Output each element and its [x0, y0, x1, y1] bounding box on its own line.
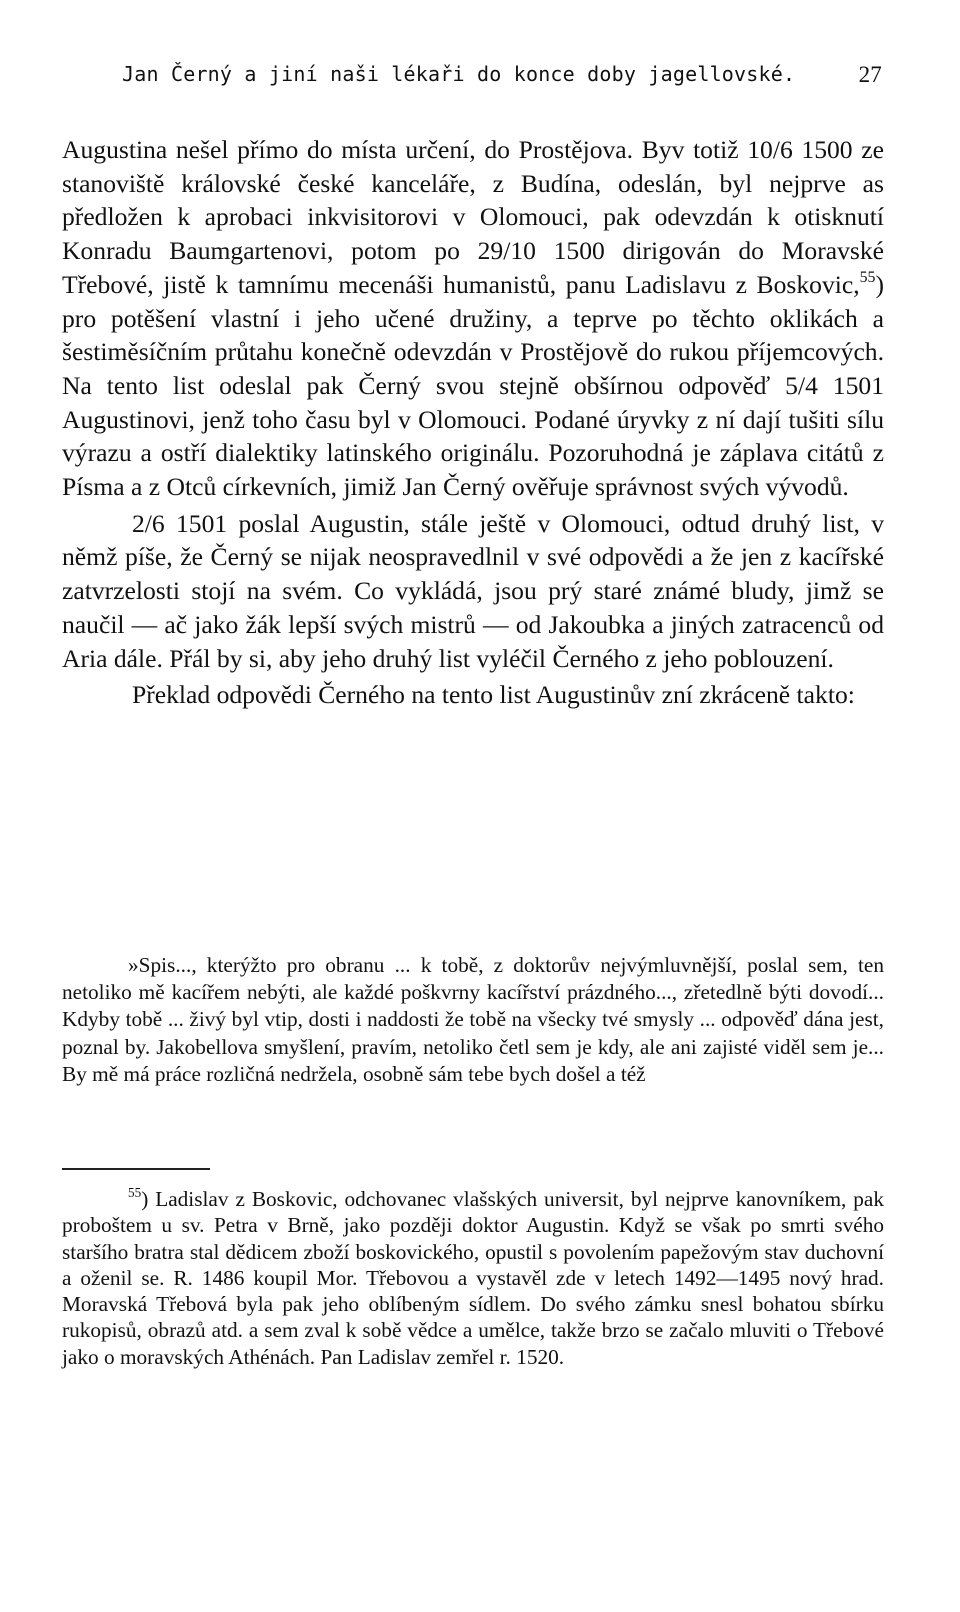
- paragraph-1-part-1: Augustina nešel přímo do místa určení, do Prostějova. Byv totiž 10/6 1500 ze stanoviště královské české kanceláře, z Budína, odeslán, byl nejprve as předložen k aprobaci inkvisitorovi v Olomouci, pak odevzdán k otisknutí Konradu Baumgartenovi, potom po 29/10 1500 dirigován do Moravské Třebové, jistě k tamnímu mecenáši humanistů, panu Ladislavu z Boskovic,: [62, 135, 884, 299]
- paragraph-2: 2/6 1501 poslal Augustin, stále ještě v Olomouci, odtud druhý list, v němž píše, že Černý se nijak neospravedlnil v své odpovědi a že jen z kacířské zatvrzelosti stojí na svém. Co vykládá, jsou prý staré známé bludy, jimž se naučil — ač jako žák lepší svých mistrů — od Jakoubka a jiných zatracenců od Aria dále. Přál by si, aby jeho druhý list vyléčil Černého z jeho poblouzení.: [62, 508, 884, 673]
- paragraph-1: [62, 133, 884, 504]
- footnote-divider: [62, 1168, 210, 1170]
- running-head: [122, 62, 882, 92]
- footnote-text: ) Ladislav z Boskovic, odchovanec vlašských universit, byl nejprve kanovníkem, pak proboštem u sv. Petra v Brně, jako později doktor Augustin. Když se však po smrti svého staršího bratra stal dědicem zboží boskovického, opustil s povolením papežovým stav duchovní a oženil se. R. 1486 koupil Mor. Třebovou a vystavěl zde v letech 1492—1495 nový hrad. Moravská Třebová byla pak jeho oblíbeným sídlem. Do svého zámku snesl bohatou sbírku rukopisů, obrazů atd. a sem zval k sobě vědce a umělce, takže brzo se začalo mluviti o Třebové jako o moravských Athénách. Pan Ladislav zemřel r. 1520.: [62, 1187, 884, 1369]
- footnote: [62, 1186, 884, 1370]
- block-quote: »Spis..., kterýžto pro obranu ... k tobě, z doktorův nejvýmluvnější, poslal sem, ten netoliko mě kacířem nebýti, ale každé poškvrny kacířství prázdného..., zřetedlně býti dovodí... Kdyby tobě ... živý byl vtip, dosti i naddosti že tobě na všecky tvé smysly ... odpověď dána jest, poznal by. Jakobellova smyšlení, pravím, netoliko četl sem je kdy, ale ani zajisté viděl sem je... By mě má práce rozličná nedržela, osobně sám tebe bych došel a též: [62, 953, 884, 1086]
- running-title: Jan Černý a jiní naši lékaři do konce doby jagellovské.: [122, 62, 796, 86]
- footnote-marker: 55: [128, 1184, 142, 1200]
- paragraph-3: Překlad odpovědi Černého na tento list Augustinův zní zkráceně takto:: [132, 680, 855, 710]
- page-number: 27: [858, 62, 882, 87]
- paragraph-1-part-2: ) pro potěšení vlastní i jeho učené družiny, a teprve po těchto oklikách a šestiměsíčním průtahu konečně odevzdán v Prostějově do rukou příjemcových. Na tento list odeslal pak Černý svou stejně obšírnou odpověď 5/4 1501 Augustinovi, jenž toho času byl v Olomouci. Podané úryvky z ní dají tušiti sílu výrazu a ostří dialektiky latinského originálu. Pozoruhodná je záplava citátů z Písma a z Otců církevních, jimiž Jan Černý ověřuje správnost svých vývodů.: [62, 269, 884, 502]
- footnote-reference: 55: [859, 268, 876, 286]
- main-text: [62, 133, 884, 712]
